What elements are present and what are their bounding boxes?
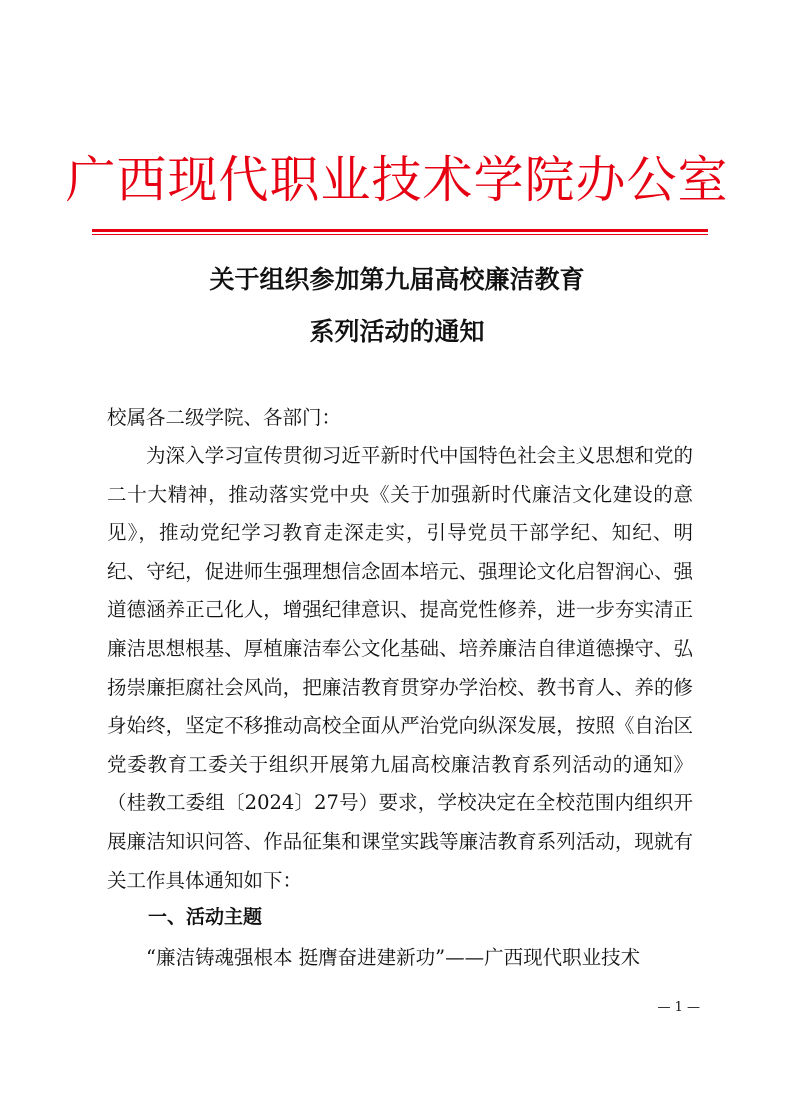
body-paragraph: 为深入学习宣传贯彻习近平新时代中国特色社会主义思想和党的二十大精神，推动落实党中央《关于加强新时代廉洁文化建设的意见》，推动党纪学习教育走深走实，引导党员干部学纪、知纪、明纪、守纪，促进师生强理想信念固本培元、强理论文化启智润心、强道德涵养正己化人，增强纪律意识、提高党性修养，进一步夯实清正廉洁思想根基、厚植廉洁奉公文化基础、培养廉洁自律道德操守、弘扬崇廉拒腐社会风尚，把廉洁教育贯穿办学治校、教书育人、养的修身始终，坚定不移推动高校全面从严治党向纵深发展，按照《自治区党委教育工委关于组织开展第九届高校廉洁教育系列活动的通知》（桂教工委组〔2024〕27号）要求，学校决定在全校范围内组织开展廉洁知识问答、作品征集和课堂实践等廉洁教育系列活动，现就有关工作具体通知如下：: [107, 444, 693, 892]
salutation: 校属各二级学院、各部门：: [107, 406, 342, 429]
document-title-line1: 关于组织参加第九届高校廉洁教育: [209, 265, 585, 294]
section-heading: 一、活动主题: [148, 906, 263, 928]
page-number: — 1 —: [657, 1000, 700, 1015]
theme-text: “廉洁铸魂强根本 挺膺奋进建新功”——广西现代职业技术: [146, 946, 641, 969]
letterhead-rule-thick: [92, 229, 708, 232]
document-title-line2: 系列活动的通知: [309, 317, 485, 346]
letterhead-rule-thin: [92, 234, 708, 235]
org-letterhead-title: 广西现代职业技术学院办公室: [65, 151, 729, 209]
